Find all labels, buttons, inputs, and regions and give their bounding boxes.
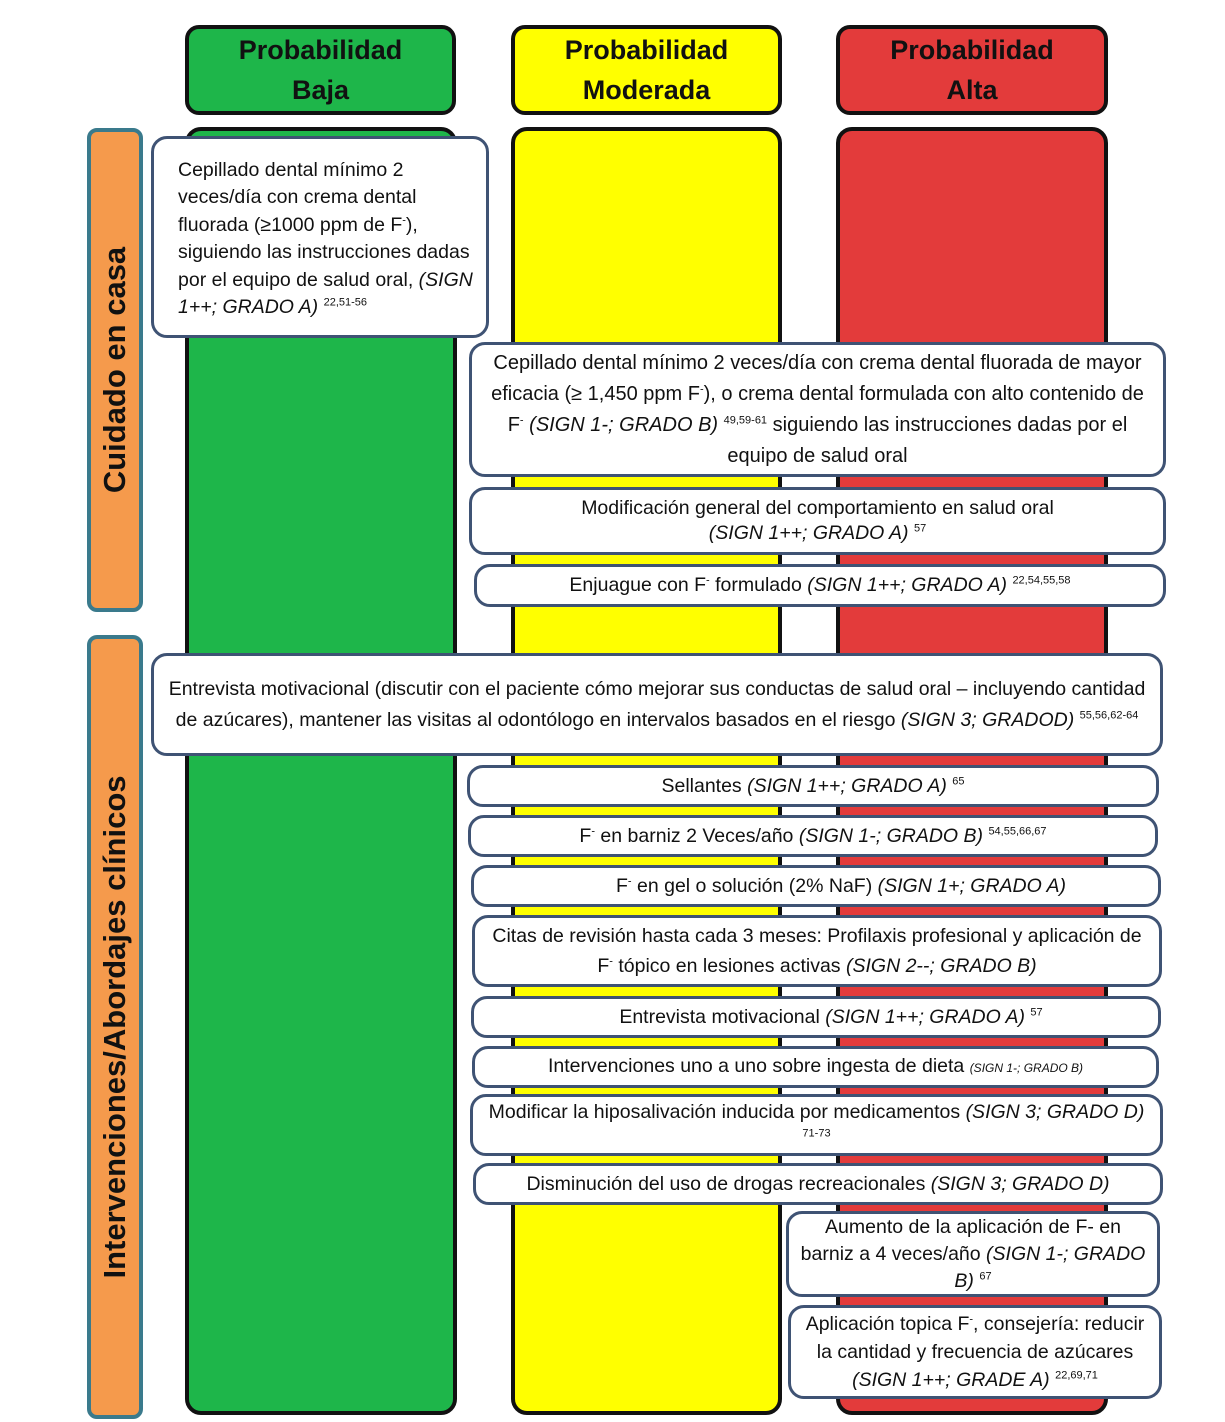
- box6-text: Sellantes: [661, 774, 748, 797]
- box9-text: Citas de revisión hasta cada 3 meses: Profilaxis profesional y aplicación de F: [492, 925, 1142, 977]
- box9-ref: (SIGN 2--; GRADO B): [845, 955, 1037, 977]
- recommendation-box-12: [470, 1094, 1163, 1156]
- side-label-home-care-text: Cuidado en casa: [97, 246, 132, 494]
- box4-sup-f: -: [706, 574, 710, 587]
- header-high-probability: [836, 25, 1108, 115]
- box4-text2: formulado: [709, 574, 808, 596]
- box15-sup-f: -: [969, 1313, 974, 1326]
- recommendation-box-7: [468, 815, 1158, 857]
- box1-cite: 22,51-56: [323, 296, 368, 309]
- recommendation-box-10: [471, 996, 1161, 1038]
- header-low-line1: Probabilidad: [238, 35, 403, 65]
- box5-text: Entrevista motivacional (discutir con el paciente cómo mejorar sus conductas de salud oral – incluyendo cantidad de azúcares), mantener las visitas al odontólogo en intervalos basados en el riesgo: [168, 677, 1146, 731]
- box6-cite: 65: [952, 775, 965, 787]
- box4-ref: (SIGN 1++; GRADO A): [807, 574, 1008, 596]
- box5-cite: 55,56,62-64: [1079, 709, 1139, 721]
- box14-cite: 67: [979, 1270, 992, 1282]
- box3-ref: (SIGN 1++; GRADO A): [708, 522, 909, 544]
- box15-text2: , consejería: reducir la cantidad y frecuencia de azúcares: [816, 1313, 1145, 1363]
- recommendation-box-14: [786, 1211, 1160, 1297]
- box10-ref: (SIGN 1++; GRADO A): [825, 1005, 1025, 1028]
- side-label-clinical-text: Intervenciones/Abordajes clínicos: [97, 775, 132, 1279]
- header-high-line2: Alta: [946, 75, 998, 105]
- recommendation-box-11: [472, 1046, 1159, 1088]
- box2-sup-f2: -: [519, 413, 524, 426]
- box7-text: F: [579, 824, 592, 847]
- side-label-clinical: [87, 635, 143, 1419]
- box13-text: Disminución del uso de drogas recreacionales: [526, 1172, 931, 1195]
- box2-ref: (SIGN 1-; GRADO B): [529, 413, 719, 436]
- recommendation-box-13: [473, 1163, 1163, 1205]
- box10-cite: 57: [1030, 1006, 1043, 1018]
- box10-text: Entrevista motivacional: [619, 1005, 826, 1028]
- box3-text: Modificación general del comportamiento en salud oral: [581, 497, 1054, 519]
- box11-text: Intervenciones uno a uno sobre ingesta de dieta: [547, 1054, 970, 1077]
- box12-ref: (SIGN 3; GRADO D): [965, 1101, 1145, 1123]
- box4-cite: 22,54,55,58: [1012, 574, 1071, 587]
- box7-sup-f: -: [591, 825, 596, 837]
- box1-text2: ), siguiendo las instrucciones dadas por el equipo de salud oral,: [178, 213, 470, 291]
- box8-ref: (SIGN 1+; GRADO A): [877, 874, 1066, 897]
- box14-ref: (SIGN 1-; GRADO B): [954, 1242, 1146, 1292]
- box6-ref: (SIGN 1++; GRADO A): [747, 774, 947, 797]
- recommendation-box-8: [471, 865, 1161, 907]
- box5-ref: (SIGN 3; GRADOD): [900, 708, 1075, 731]
- box4-text: Enjuague con F: [569, 574, 707, 596]
- recommendation-box-5: [151, 653, 1163, 756]
- box12-text: Modificar la hiposalivación inducida por medicamentos: [488, 1101, 966, 1123]
- box14-text: Aumento de la aplicación de F- en barniz a 4 veces/año: [800, 1215, 1121, 1265]
- side-label-home-care: [87, 128, 143, 612]
- recommendation-box-6: [467, 765, 1159, 807]
- box12-cite: 71-73: [802, 1127, 831, 1140]
- box2-text3: siguiendo las instrucciones dadas por el equipo de salud oral: [727, 413, 1128, 467]
- box2-sup-f: -: [699, 382, 704, 395]
- box7-ref: (SIGN 1-; GRADO B): [798, 824, 984, 847]
- recommendation-box-4: [474, 564, 1166, 607]
- box9-text2: tópico en lesiones activas: [612, 955, 846, 977]
- box8-sup-f: -: [627, 875, 632, 887]
- box8-text: F: [616, 874, 628, 897]
- box8-text2: en gel o solución (2% NaF): [631, 874, 878, 897]
- box2-text2: ), o crema dental formulada con alto contenido de F: [507, 382, 1144, 436]
- header-high-line1: Probabilidad: [890, 35, 1054, 65]
- recommendation-box-2: [469, 342, 1166, 477]
- box9-sup-f: -: [609, 955, 613, 968]
- recommendation-box-3: [469, 487, 1166, 555]
- recommendation-box-15: [788, 1305, 1162, 1399]
- box15-cite: 22,69,71: [1055, 1369, 1098, 1382]
- box15-ref: (SIGN 1++; GRADE A): [852, 1369, 1050, 1391]
- box11-ref: (SIGN 1-; GRADO B): [969, 1060, 1084, 1075]
- box7-text2: en barniz 2 Veces/año: [595, 824, 799, 847]
- header-moderate-line1: Probabilidad: [564, 35, 729, 65]
- header-low-line2: Baja: [291, 75, 350, 105]
- recommendation-box-9: [472, 915, 1162, 987]
- box1-sup-f: -: [402, 214, 406, 226]
- header-moderate-probability: [511, 25, 782, 115]
- box15-text: Aplicación topica F: [805, 1313, 970, 1335]
- header-low-probability: [185, 25, 456, 115]
- box13-ref: (SIGN 3; GRADO D): [930, 1172, 1110, 1195]
- box2-cite: 49,59-61: [723, 413, 768, 426]
- box1-ref: (SIGN 1++; GRADO A): [178, 268, 473, 318]
- box1-text: Cepillado dental mínimo 2 veces/día con crema dental fluorada (≥1000 ppm de F: [178, 158, 417, 236]
- recommendation-box-1: [151, 136, 489, 338]
- header-moderate-line2: Moderada: [582, 75, 711, 105]
- box2-text: Cepillado dental mínimo 2 veces/día con crema dental fluorada de mayor eficacia (≥ 1,450 ppm F: [491, 351, 1142, 405]
- box7-cite: 54,55,66,67: [988, 825, 1047, 837]
- box3-cite: 57: [913, 522, 927, 535]
